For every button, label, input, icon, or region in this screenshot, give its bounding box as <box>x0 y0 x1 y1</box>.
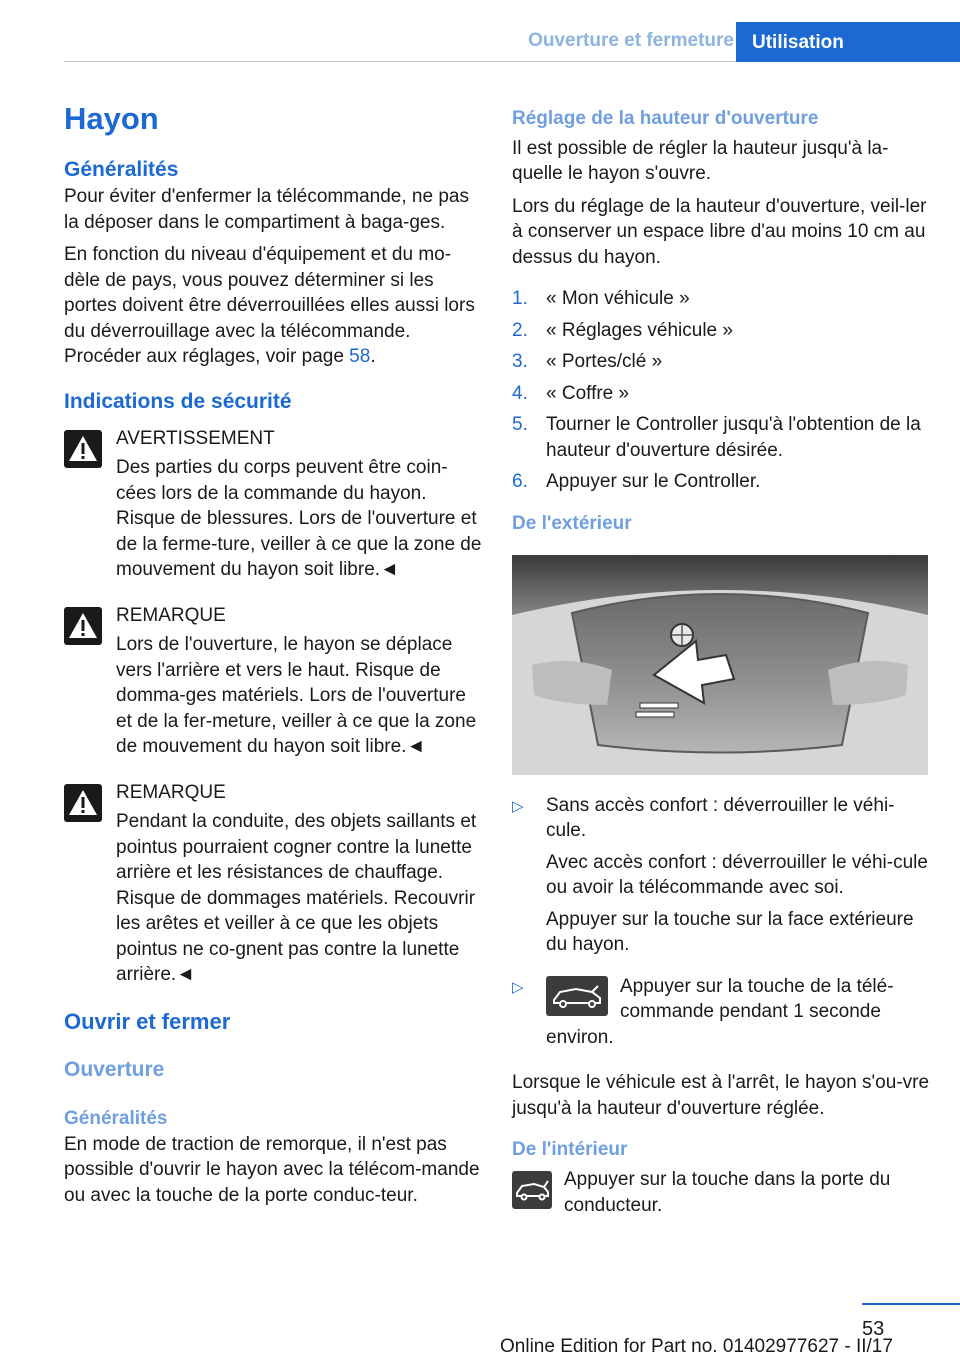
warning-block-3 <box>64 780 482 988</box>
warning-label-2: REMARQUE <box>116 604 226 626</box>
footer-divider <box>862 1303 960 1305</box>
general-paragraph-2 <box>64 242 482 344</box>
step-text: « Coffre » <box>546 382 630 404</box>
header-divider <box>64 61 736 62</box>
after-options-text: Lorsque le véhicule est à l'arrêt, le hayon s'ou-vre jusqu'à la hauteur d'ouverture réglée. <box>512 1072 930 1119</box>
list-item <box>512 974 930 1057</box>
general-heading: Généralités <box>64 158 179 181</box>
general-paragraph-1: Pour éviter d'enfermer la télécommande, ne pas la déposer dans le compartiment à baga-ges. <box>64 186 469 233</box>
inside-instruction <box>512 1167 930 1218</box>
general-paragraph-3 <box>64 344 482 370</box>
bullet-arrow-icon: ▷ <box>512 797 524 815</box>
step-number: 3. <box>512 351 528 372</box>
warning-triangle-icon <box>64 430 102 468</box>
list-item <box>512 412 930 463</box>
header-chapter-tab: Utilisation <box>736 22 960 62</box>
warning-text-3: Pendant la conduite, des objets saillants et pointus pourraient cogner contre la lunette arrière et les résistances de chauffage. Risque de dommages matériels. Recouvrir les arêtes et veiller à ce que les objets pointus ne co-gnent pas contre la lunette arrière.◄ <box>116 811 477 985</box>
steps-list <box>512 286 930 495</box>
step-text: Tourner le Controller jusqu'à l'obtention de la hauteur d'ouverture désirée. <box>546 414 921 461</box>
step-number: 1. <box>512 288 528 309</box>
inside-text: Appuyer sur la touche dans la porte du conducteur. <box>564 1169 891 1216</box>
outside-option-2-text: Appuyer sur la touche de la télé-commande pendant 1 seconde environ. <box>546 975 894 1048</box>
step-number: 5. <box>512 414 528 435</box>
left-column <box>64 100 482 1215</box>
outside-heading: De l'extérieur <box>512 512 632 534</box>
warning-block-2 <box>64 603 482 760</box>
step-text: Appuyer sur le Controller. <box>546 471 761 492</box>
warning-label-3: REMARQUE <box>116 781 226 803</box>
list-item <box>512 286 930 312</box>
warning-label-1: AVERTISSEMENT <box>116 427 275 449</box>
right-column <box>512 106 930 1225</box>
page-link-58[interactable]: 58 <box>349 346 371 367</box>
list-item <box>512 349 930 375</box>
step-number: 4. <box>512 382 528 404</box>
page-number: 53 <box>862 1318 885 1340</box>
safety-heading: Indications de sécurité <box>64 389 292 413</box>
bullet-arrow-icon: ▷ <box>512 978 524 996</box>
open-close-heading: Ouvrir et fermer <box>64 1008 231 1034</box>
page-title: Hayon <box>64 101 159 136</box>
list-item <box>512 381 930 407</box>
warning-text-2: Lors de l'ouverture, le hayon se déplace vers l'arrière et vers le haut. Risque de domma-ges matériels. Lors de l'ouverture et de la fer-meture, veiller à ce que la zone de mouvement du hayon soit libre.◄ <box>116 634 477 757</box>
warning-triangle-icon <box>64 607 102 645</box>
step-text: « Portes/clé » <box>546 351 663 372</box>
general-p3-prefix: Procéder aux réglages, voir page <box>64 346 350 367</box>
outside-option-1-line-3: Appuyer sur la touche sur la face extérieure du hayon. <box>546 908 914 955</box>
list-item <box>512 318 930 344</box>
list-item <box>512 793 930 958</box>
remote-tailgate-icon <box>546 976 608 1016</box>
page-header <box>0 0 960 62</box>
header-section-title: Ouverture et fermeture <box>528 30 734 51</box>
opening-general-heading: Généralités <box>64 1107 168 1129</box>
outside-option-1-line-1: Sans accès confort : déverrouiller le véhi-cule. <box>546 794 895 841</box>
general-paragraph-2-text: En fonction du niveau d'équipement et du mo-dèle de pays, vous pouvez déterminer si les portes doivent être déverrouillées elles aussi lors du déverrouillage avec la télécommande. <box>64 244 475 342</box>
opening-heading: Ouverture <box>64 1057 165 1081</box>
inside-heading: De l'intérieur <box>512 1139 628 1160</box>
warning-text-1: Des parties du corps peuvent être coin-cées lors de la commande du hayon. Risque de blessures. Lors de l'ouverture et de la ferme-ture, veiller à ce que la zone de mouvement du hayon soit libre.◄ <box>116 457 482 580</box>
tailgate-button-icon <box>512 1171 552 1209</box>
tailgate-photo <box>512 555 928 775</box>
warning-block-1 <box>64 426 482 583</box>
list-item <box>512 469 930 495</box>
warning-triangle-icon <box>64 784 102 822</box>
step-text: « Mon véhicule » <box>546 288 690 309</box>
outside-options-list <box>512 793 930 1057</box>
outside-option-1-line-2: Avec accès confort : déverrouiller le véhi-cule ou avoir la télécommande avec soi. <box>546 851 928 898</box>
height-paragraph-2: Lors du réglage de la hauteur d'ouverture, veil-ler à conserver un espace libre d'au moins 10 cm au dessus du hayon. <box>512 195 927 268</box>
edition-footer: Online Edition for Part no. 01402977627 - II/17 <box>500 1336 893 1357</box>
step-number: 6. <box>512 471 528 492</box>
step-text: « Réglages véhicule » <box>546 319 733 341</box>
opening-general-text: En mode de traction de remorque, il n'est pas possible d'ouvrir le hayon avec la télécom-mande ou avec la touche de la porte conduc-teur. <box>64 1133 480 1206</box>
general-p3-suffix: . <box>370 346 376 367</box>
height-heading: Réglage de la hauteur d'ouverture <box>512 108 819 129</box>
height-paragraph-1: Il est possible de régler la hauteur jusqu'à la-quelle le hayon s'ouvre. <box>512 137 889 184</box>
step-number: 2. <box>512 319 528 341</box>
